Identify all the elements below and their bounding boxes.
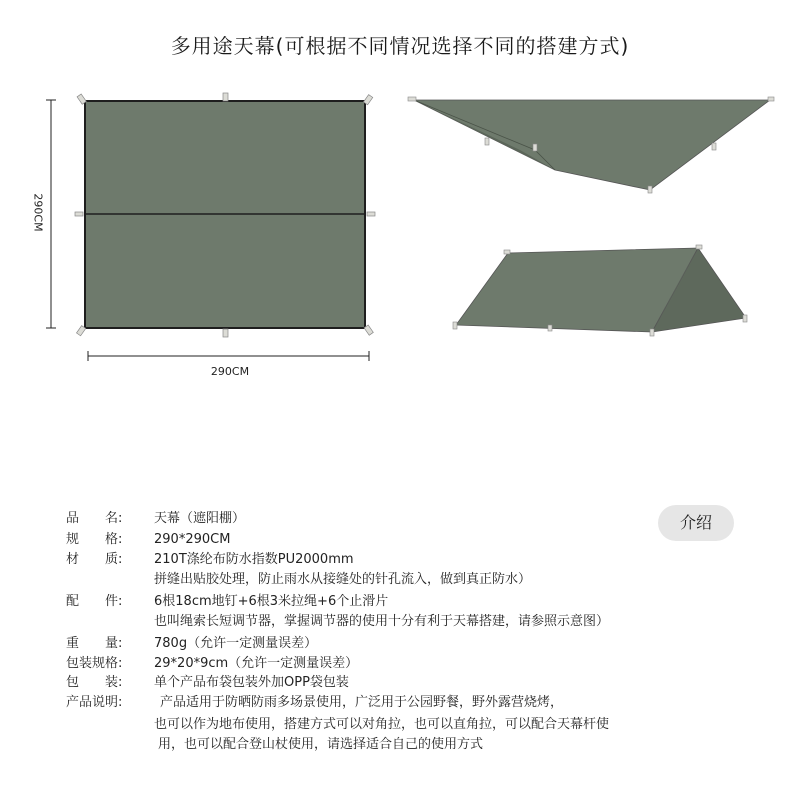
flat-tarp-diagram	[46, 93, 375, 361]
spec-value: 天幕（遮阳棚）	[154, 511, 246, 526]
spec-value: 780g（允许一定测量误差）	[154, 636, 318, 651]
width-dimension-label: 290CM	[210, 365, 250, 378]
spec-value: 单个产品布袋包装外加OPP袋包装	[154, 675, 349, 690]
spec-label: 重 量:	[66, 636, 123, 651]
spec-label: 规 格:	[66, 532, 123, 547]
height-dimension-label: 290CM	[31, 193, 45, 232]
spec-label: 品 名:	[66, 511, 123, 526]
width-dimension-line	[88, 351, 369, 361]
spec-label: 材 质:	[66, 552, 123, 567]
spec-value: 产品适用于防晒防雨多场景使用，广泛用于公园野餐，野外露营烧烤，	[160, 695, 564, 710]
spec-label: 配 件:	[66, 594, 123, 609]
spec-value: 6根18cm地钉+6根3米拉绳+6个止滑片	[154, 594, 389, 609]
spec-continuation: 用，也可以配合登山杖使用，请选择适合自己的使用方式	[158, 737, 484, 752]
spec-continuation: 也可以作为地布使用，搭建方式可以对角拉，也可以直角拉，可以配合天幕杆使	[154, 717, 610, 732]
a-frame-tarp-diagram	[453, 245, 747, 336]
spec-value: 290*290CM	[154, 532, 231, 547]
intro-badge: 介绍	[658, 505, 734, 541]
spec-label: 包装规格:	[66, 656, 123, 671]
diagonal-tarp-diagram	[408, 97, 774, 193]
spec-label: 产品说明:	[66, 695, 123, 710]
height-dimension-line	[46, 100, 56, 328]
spec-value: 29*20*9cm（允许一定测量误差）	[154, 656, 359, 671]
spec-value: 210T涤纶布防水指数PU2000mm	[154, 552, 354, 567]
spec-label: 包 装:	[66, 675, 123, 690]
spec-continuation: 也叫绳索长短调节器，掌握调节器的使用十分有利于天幕搭建，请参照示意图）	[154, 614, 610, 629]
spec-continuation: 拼缝出贴胶处理，防止雨水从接缝处的针孔流入，做到真正防水）	[154, 572, 532, 587]
page-title: 多用途天幕(可根据不同情况选择不同的搭建方式)	[170, 34, 630, 58]
